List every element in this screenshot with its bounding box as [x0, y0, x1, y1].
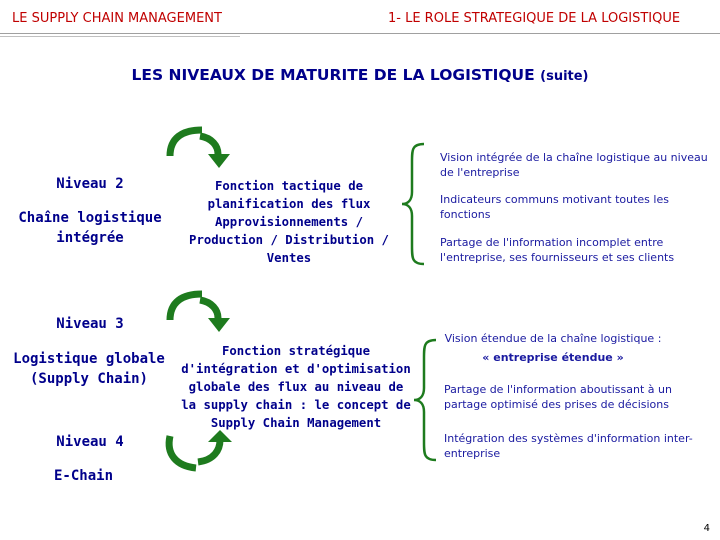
function-2-line: globale des flux au niveau de [188, 380, 404, 394]
function-1-line: Approvisionnements / [214, 215, 364, 229]
function-2-line: d'intégration et d'optimisation [181, 362, 411, 376]
level-3-name-line2: (Supply Chain) [29, 371, 148, 387]
level-2-name [8, 208, 172, 248]
header-left: LE SUPPLY CHAIN MANAGEMENT [12, 11, 222, 26]
level-3-name-line1: Logistique globale [13, 351, 165, 367]
page-number: 4 [703, 523, 710, 534]
function-description-1 [186, 177, 392, 267]
function-2-line: Supply Chain Management [210, 416, 382, 430]
level-2-name-line2: intégrée [56, 230, 124, 246]
note-line: « entreprise étendue » [482, 351, 624, 364]
slide-title [0, 66, 720, 84]
note-line: entreprise [444, 447, 501, 460]
function-1-line: planification des flux [207, 197, 371, 211]
level-4-name: E-Chain [54, 468, 114, 484]
note-line: Vision étendue de la chaîne logistique : [444, 332, 662, 345]
curved-arrow-icon-1 [148, 120, 248, 180]
function-1-line: Ventes [266, 251, 312, 265]
note-line: de l'entreprise [440, 166, 520, 179]
left-brace-icon-1 [400, 142, 430, 266]
note-line: fonctions [440, 208, 491, 221]
level-2-label: Niveau 2 [56, 176, 124, 192]
level-3-name [4, 349, 174, 389]
note-2-2 [444, 382, 714, 412]
note-line: Intégration des systèmes d'information inter- [444, 432, 693, 445]
note-1-1 [440, 150, 715, 180]
note-line: partage optimisé des prises de décisions [444, 398, 669, 411]
level-2-name-line1: Chaîne logistique [18, 210, 162, 226]
title-main: LES NIVEAUX DE MATURITE DE LA LOGISTIQUE [131, 66, 535, 84]
note-line: l'entreprise, ses fournisseurs et ses clients [440, 251, 675, 264]
note-2-3 [444, 431, 714, 461]
function-1-line: Fonction tactique de [214, 179, 364, 193]
note-line: Vision intégrée de la chaîne logistique au niveau [440, 151, 708, 164]
header-right: 1- LE ROLE STRATEGIQUE DE LA LOGISTIQUE [388, 11, 681, 26]
note-1-3 [440, 235, 715, 265]
curved-arrow-icon-3 [148, 430, 248, 490]
header-divider [0, 33, 720, 34]
note-line: Partage de l'information incomplet entre [440, 236, 664, 249]
level-3-label: Niveau 3 [56, 316, 124, 332]
header-divider-accent [0, 36, 240, 37]
function-2-line: la supply chain : le concept de [181, 398, 411, 412]
note-line: Partage de l'information aboutissant à un [444, 383, 672, 396]
left-brace-icon-2 [412, 338, 442, 462]
curved-arrow-icon-2 [148, 284, 248, 344]
function-description-2 [180, 342, 412, 432]
note-1-2 [440, 192, 715, 222]
level-4-label: Niveau 4 [56, 434, 124, 450]
title-suffix: (suite) [540, 69, 589, 84]
note-line: Indicateurs communs motivant toutes les [440, 193, 669, 206]
note-2-1 [440, 331, 666, 365]
function-1-line: Production / Distribution / [189, 233, 389, 247]
function-2-line: Fonction stratégique [221, 344, 371, 358]
